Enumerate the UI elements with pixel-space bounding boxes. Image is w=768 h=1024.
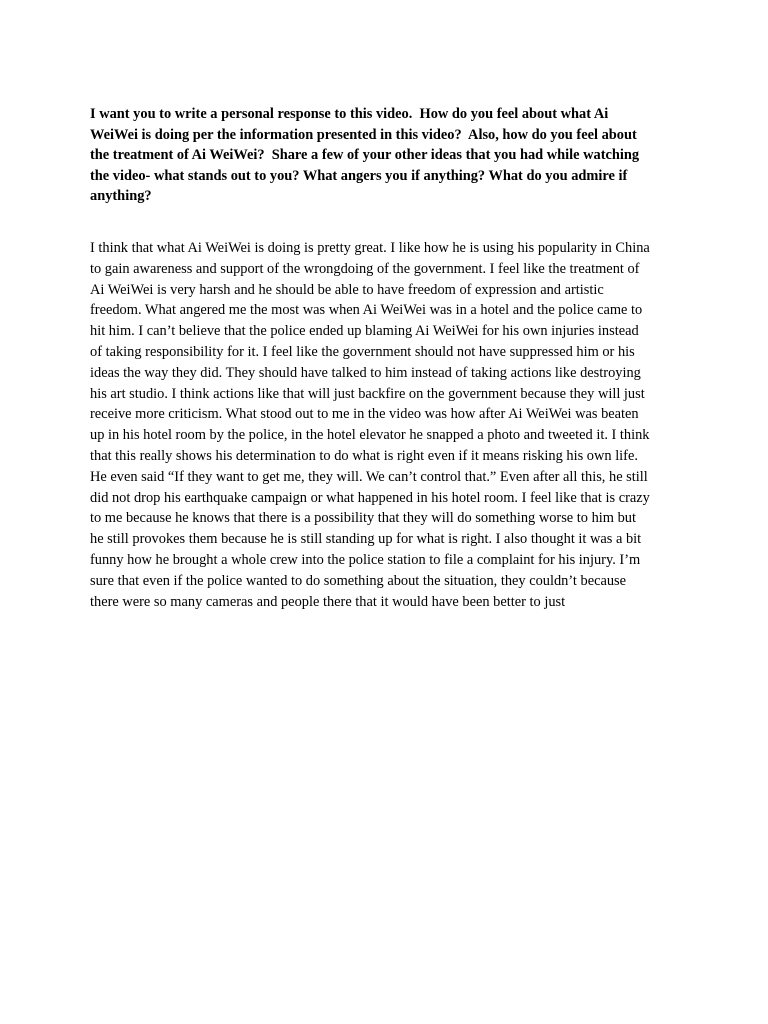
response-line: He even said “If they want to get me, they will. We can’t control that.” Even after all this, he still xyxy=(90,468,648,485)
response-line: ideas the way they did. They should have talked to him instead of taking actions like destroying xyxy=(90,364,641,381)
prompt-line: the treatment of Ai WeiWei? Share a few of your other ideas that you had while watching xyxy=(90,147,640,164)
response-line: Ai WeiWei is very harsh and he should be able to have freedom of expression and artistic xyxy=(90,281,604,298)
response-line: receive more criticism. What stood out to me in the video was how after Ai WeiWei was beaten xyxy=(90,406,639,423)
response-line: I think that what Ai WeiWei is doing is pretty great. I like how he is using his popularity in China xyxy=(90,240,650,256)
response-line: freedom. What angered me the most was when Ai WeiWei was in a hotel and the police came to xyxy=(90,302,643,319)
response-line: up in his hotel room by the police, in the hotel elevator he snapped a photo and tweeted it. I think xyxy=(90,427,650,444)
prompt-line: anything? xyxy=(90,188,152,205)
prompt-line: WeiWei is doing per the information presented in this video? Also, how do you feel about xyxy=(90,126,637,143)
response-line: that this really shows his determination to do what is right even if it means risking his own life. xyxy=(90,447,638,464)
response-line: to me because he knows that there is a possibility that they will do something worse to him but xyxy=(90,510,636,527)
assignment-prompt xyxy=(90,104,690,207)
response-line: there were so many cameras and people there that it would have been better to just xyxy=(90,593,566,610)
response-line: his art studio. I think actions like that will just backfire on the government because they will just xyxy=(90,385,645,402)
response-line: to gain awareness and support of the wrongdoing of the government. I feel like the treatment of xyxy=(90,260,640,277)
response-line: of taking responsibility for it. I feel like the government should not have suppressed him or his xyxy=(90,343,635,360)
response-line: sure that even if the police wanted to do something about the situation, they couldn’t because xyxy=(90,572,627,589)
response-line: hit him. I can’t believe that the police ended up blaming Ai WeiWei for his own injuries instead xyxy=(90,323,639,340)
response-paragraph xyxy=(90,238,690,612)
prompt-line: the video- what stands out to you? What angers you if anything? What do you admire if xyxy=(90,167,628,184)
response-line: funny how he brought a whole crew into the police station to file a complaint for his injury. I’m xyxy=(90,551,641,568)
response-line: he still provokes them because he is still standing up for what is right. I also thought it was a bit xyxy=(90,531,642,548)
prompt-line: I want you to write a personal response to this video. How do you feel about what Ai xyxy=(90,106,609,122)
response-line: did not drop his earthquake campaign or what happened in his hotel room. I feel like that is crazy xyxy=(90,489,650,506)
